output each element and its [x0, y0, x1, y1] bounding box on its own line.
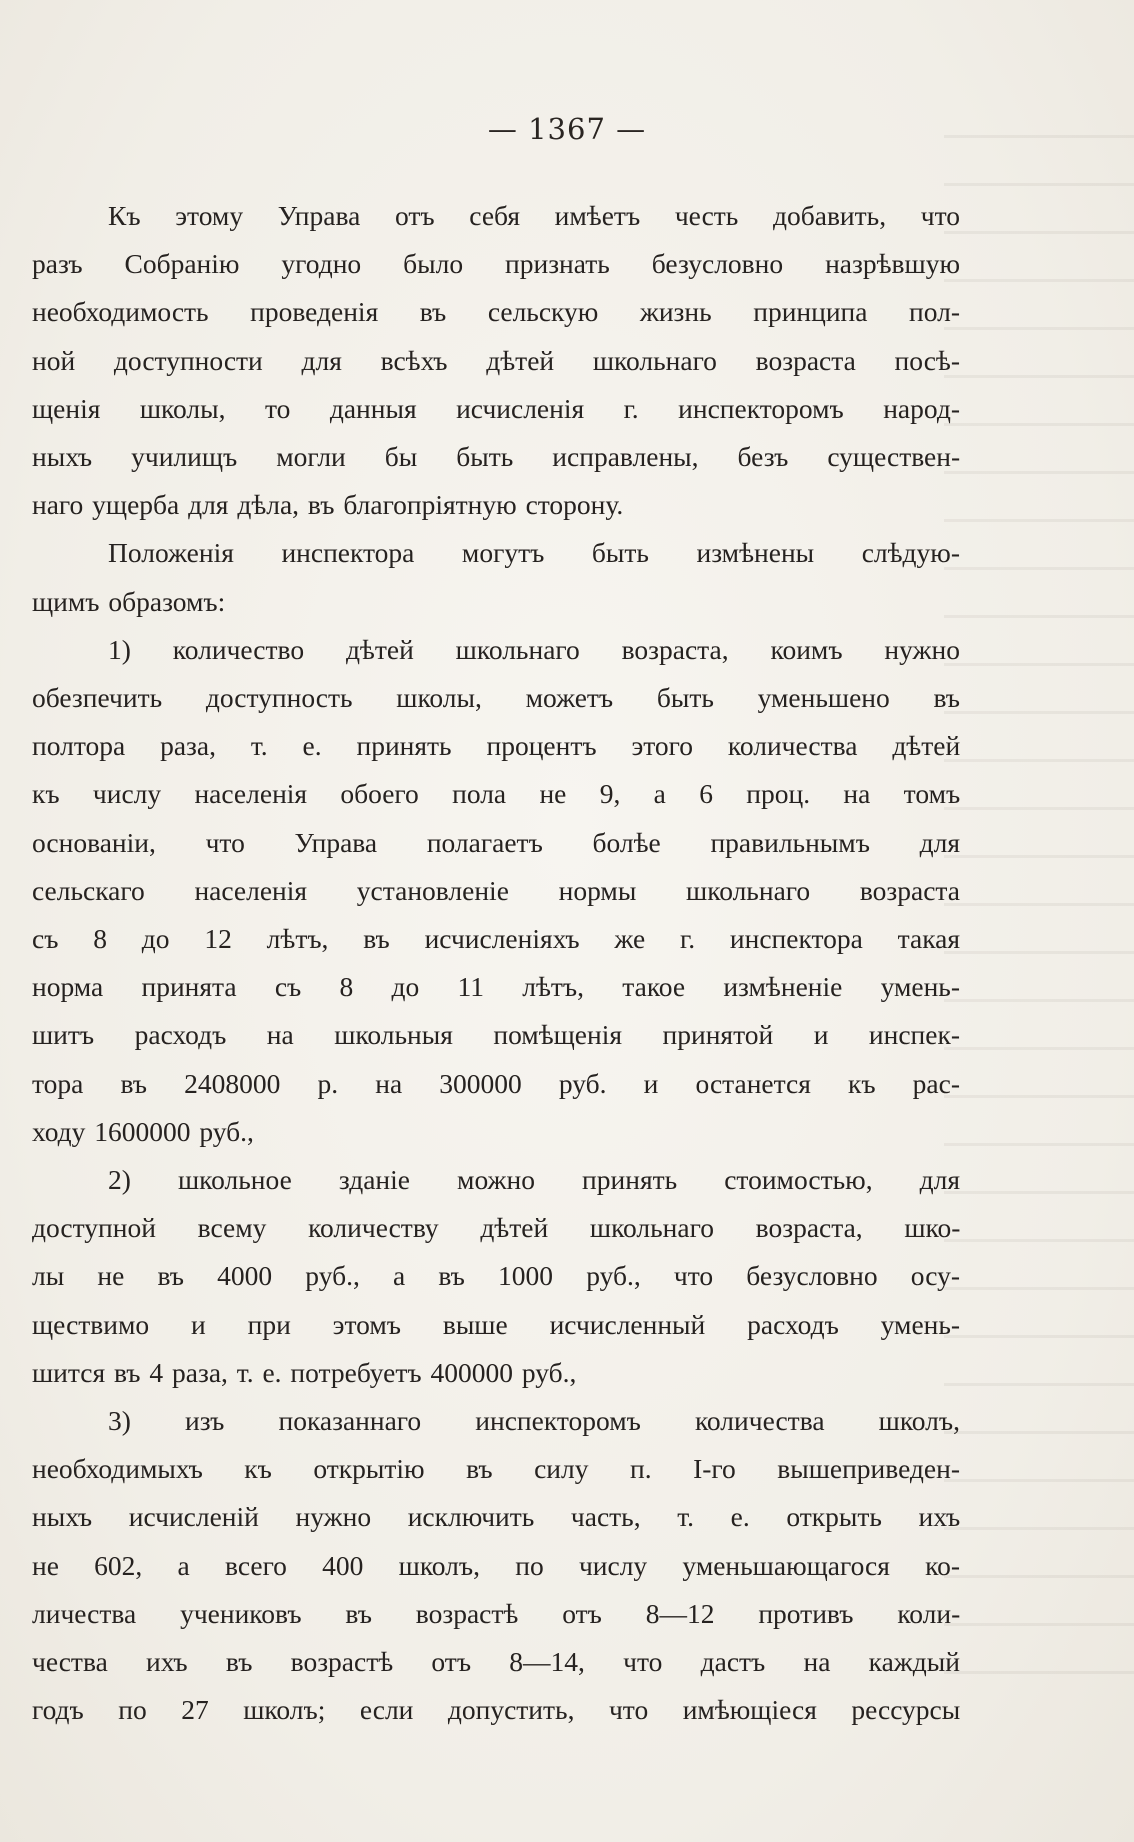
text-line: Положенія инспектора могутъ быть измѣнены слѣдую- — [108, 537, 960, 569]
text-line: сельскаго населенія установленіе нормы школьнаго возраста — [32, 874, 960, 906]
text-line: ществимо и при этомъ выше исчисленный расходъ умень- — [32, 1308, 961, 1340]
text-line: 2) школьное зданіе можно принять стоимостью, для — [108, 1164, 960, 1196]
text-line: съ 8 до 12 лѣтъ, въ исчисленіяхъ же г. инспектора такая — [32, 923, 960, 955]
text-line: 3) изъ показаннаго инспекторомъ количества школъ, — [108, 1405, 960, 1437]
text-line: необходимость проведенія въ сельскую жизнь принципа пол- — [32, 296, 961, 328]
text-line: норма принята съ 8 до 11 лѣтъ, такое измѣненіе умень- — [32, 971, 960, 1003]
text-line: къ числу населенія обоего пола не 9, а 6 проц. на томъ — [32, 778, 961, 810]
text-line: Къ этому Управа отъ себя имѣетъ честь добавить, что — [108, 200, 960, 231]
text-line: разъ Собранію угодно было признать безусловно назрѣвшую — [32, 248, 960, 280]
text-line: ныхъ исчисленій нужно исключить часть, т. е. открыть ихъ — [32, 1501, 961, 1533]
text-line: доступной всему количеству дѣтей школьнаго возраста, шко- — [32, 1212, 961, 1244]
text-line: 1) количество дѣтей школьнаго возраста, коимъ нужно — [108, 633, 960, 665]
bleed-through-shadow — [944, 105, 1134, 1705]
page-number: — 1367 — — [487, 112, 647, 146]
text-line: ныхъ училищъ могли бы быть исправлены, безъ существен- — [32, 441, 961, 473]
text-line: необходимыхъ къ открытію въ силу п. I-го вышеприведен- — [32, 1453, 960, 1485]
text-line: обезпечить доступность школы, можетъ быть уменьшено въ — [32, 682, 960, 714]
text-line: щенія школы, то данныя исчисленія г. инспекторомъ народ- — [32, 392, 960, 424]
text-line: лы не въ 4000 руб., а въ 1000 руб., что безусловно осу- — [32, 1260, 960, 1292]
text-line: личества учениковъ въ возрастѣ отъ 8—12 противъ коли- — [32, 1597, 961, 1629]
text-line: ной доступности для всѣхъ дѣтей школьнаго возраста посѣ- — [32, 344, 960, 376]
text-line: полтора раза, т. е. принять процентъ этого количества дѣтей — [32, 730, 961, 762]
text-line: не 602, а всего 400 школъ, по числу уменьшающагося ко- — [32, 1549, 960, 1581]
text-line: шитъ расходъ на школьныя помѣщенія принятой и инспек- — [32, 1019, 960, 1051]
text-line: чества ихъ въ возрастѣ отъ 8—14, что дастъ на каждый — [32, 1646, 960, 1678]
text-line: ходу 1600000 руб., — [32, 1115, 254, 1147]
body-text — [32, 192, 960, 1735]
text-line: щимъ образомъ: — [32, 585, 226, 617]
text-line: тора въ 2408000 р. на 300000 руб. и останется къ рас- — [32, 1067, 960, 1099]
text-line: основаніи, что Управа полагаетъ болѣе правильнымъ для — [32, 826, 960, 858]
text-line: шится въ 4 раза, т. е. потребуетъ 400000 руб., — [32, 1356, 577, 1388]
text-line: годъ по 27 школъ; если допустить, что имѣющіеся рессурсы — [32, 1694, 961, 1726]
text-line: наго ущерба для дѣла, въ благопріятную сторону. — [32, 489, 624, 521]
